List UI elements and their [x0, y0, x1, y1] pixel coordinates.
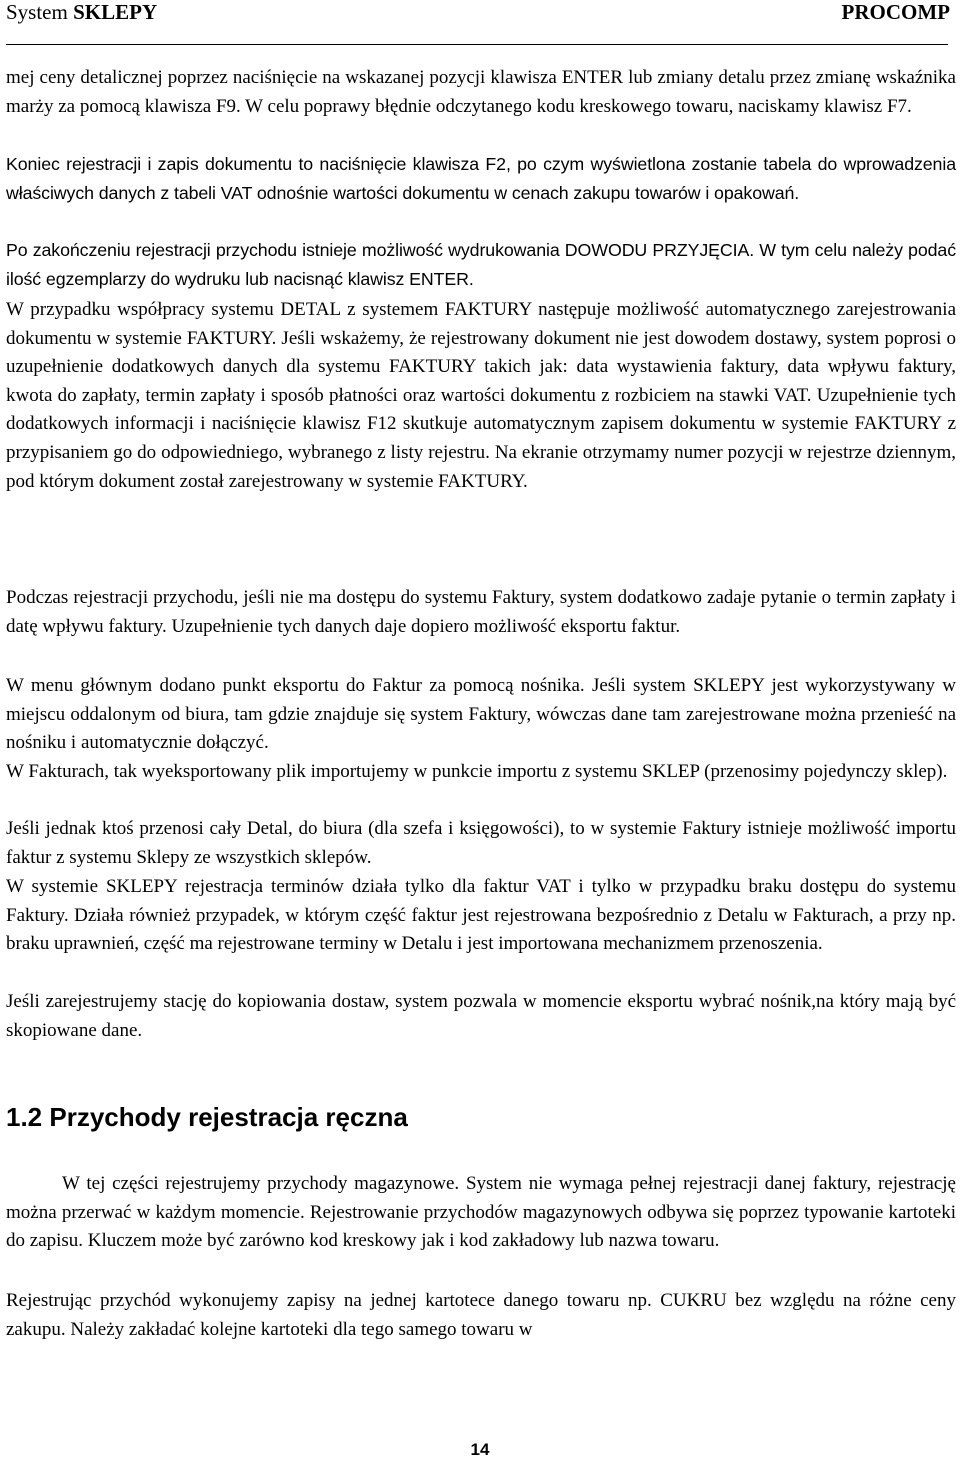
paragraph: Podczas rejestracji przychodu, jeśli nie ma dostępu do systemu Faktury, system dodatkowo zadaje pytanie o termin zapłaty i datę wpływu faktury. Uzupełnienie tych danych daje dopiero możliwość eksportu faktur. [6, 587, 956, 637]
paragraph: Koniec rejestracji i zapis dokumentu to naciśnięcie klawisza F2, po czym wyświetlona zostanie tabela do wprowadzenia właściwych danych z tabeli VAT odnośnie wartości dokumentu w cenach zakupu towarów i opakowań. [6, 154, 956, 203]
page-number: 14 [470, 1440, 490, 1459]
paragraph: Jeśli zarejestrujemy stację do kopiowania dostaw, system pozwala w momencie eksportu wybrać nośnik,na który mają być skopiowane dane. [6, 991, 956, 1041]
paragraph: Rejestrując przychód wykonujemy zapisy na jednej kartotece danego towaru np. CUKRU bez względu na różne ceny zakupu. Należy zakładać kolejne kartoteki dla tego samego towaru w [6, 1290, 956, 1340]
section-2-p4 [6, 815, 956, 872]
header-system-title [6, 0, 157, 24]
section-2-p6 [6, 988, 956, 1045]
section-heading: 1.2 Przychody rejestracja ręczna [6, 1102, 408, 1132]
paragraph: W Fakturach, tak wyeksportowany plik importujemy w punkcie importu z systemu SKLEP (przenosimy pojedynczy sklep). [6, 761, 948, 782]
header-company: PROCOMP [841, 0, 950, 24]
section-3-p1 [6, 1170, 956, 1256]
paragraph: W przypadku współpracy systemu DETAL z systemem FAKTURY następuje możliwość automatycznego zarejestrowania dokumentu w systemie FAKTURY. Jeśli wskażemy, że rejestrowany dokument nie jest dowodem dostawy, system poprosi o uzupełnienie dodatkowych danych dla systemu FAKTURY takich jak: data wystawienia faktury, data wpływu faktury, kwota do zapłaty, termin zapłaty i sposób płatności oraz wartości dokumentu z rozbiciem na stawki VAT. Uzupełnienie tych dodatkowych informacji i naciśnięcie klawisz F12 skutkuje automatycznym zapisem dokumentu w systemie FAKTURY z przypisaniem go do odpowiedniego, wybranego z listy rejestru. Na ekranie otrzymamy numer pozycji w rejestrze dziennym, pod którym dokument został zarejestrowany w systemie FAKTURY. [6, 299, 956, 492]
section-1-p1 [6, 64, 956, 121]
paragraph: W tej części rejestrujemy przychody magazynowe. System nie wymaga pełnej rejestracji danej faktury, rejestrację można przerwać w każdym momencie. Rejestrowanie przychodów magazynowych odbywa się poprzez typowanie kartoteki do zapisu. Kluczem może być zarówno kod kreskowy jak i kod zakładowy lub nazwa towaru. [6, 1173, 956, 1252]
paragraph: Po zakończeniu rejestracji przychodu istnieje możliwość wydrukowania DOWODU PRZYJĘCIA. W tym celu należy podać ilość egzemplarzy do wydruku lub nacisnąć klawisz ENTER. [6, 240, 956, 289]
section-1-p2 [6, 150, 956, 207]
section-2-p3 [6, 758, 956, 787]
paragraph: W menu głównym dodano punkt eksportu do Faktur za pomocą nośnika. Jeśli system SKLEPY jest wykorzystywany w miejscu oddalonym od biura, tam gdzie znajduje się system Faktury, wówczas dane tam zarejestrowane można przenieść na nośniku i automatycznie dołączyć. [6, 675, 956, 754]
header-system-name: SKLEPY [73, 0, 158, 24]
paragraph: Jeśli jednak ktoś przenosi cały Detal, do biura (dla szefa i księgowości), to w systemie Faktury istnieje możliwość importu faktur z systemu Sklepy ze wszystkich sklepów. [6, 818, 956, 868]
section-3-p2 [6, 1287, 956, 1344]
paragraph: W systemie SKLEPY rejestracja terminów działa tylko dla faktur VAT i tylko w przypadku braku dostępu do systemu Faktury. Działa również przypadek, w którym część faktur jest rejestrowana bezpośrednio z Detalu w Fakturach, a przy np. braku uprawnień, część ma rejestrowane terminy w Detalu i jest importowana mechanizmem przenoszenia. [6, 876, 956, 955]
section-2-p1 [6, 584, 956, 641]
header-system-label: System [6, 0, 68, 24]
paragraph: mej ceny detalicznej poprzez naciśnięcie na wskazanej pozycji klawisza ENTER lub zmiany detalu przez zmianę wskaźnika marży za pomocą klawisza F9. W celu poprawy błędnie odczytanego kodu kreskowego towaru, naciskamy klawisz F7. [6, 67, 956, 117]
section-1-p3 [6, 236, 956, 293]
section-1-p4 [6, 296, 956, 496]
header-divider [6, 44, 948, 45]
section-2-p2 [6, 672, 956, 758]
section-2-p5 [6, 873, 956, 959]
page-header [6, 0, 950, 30]
